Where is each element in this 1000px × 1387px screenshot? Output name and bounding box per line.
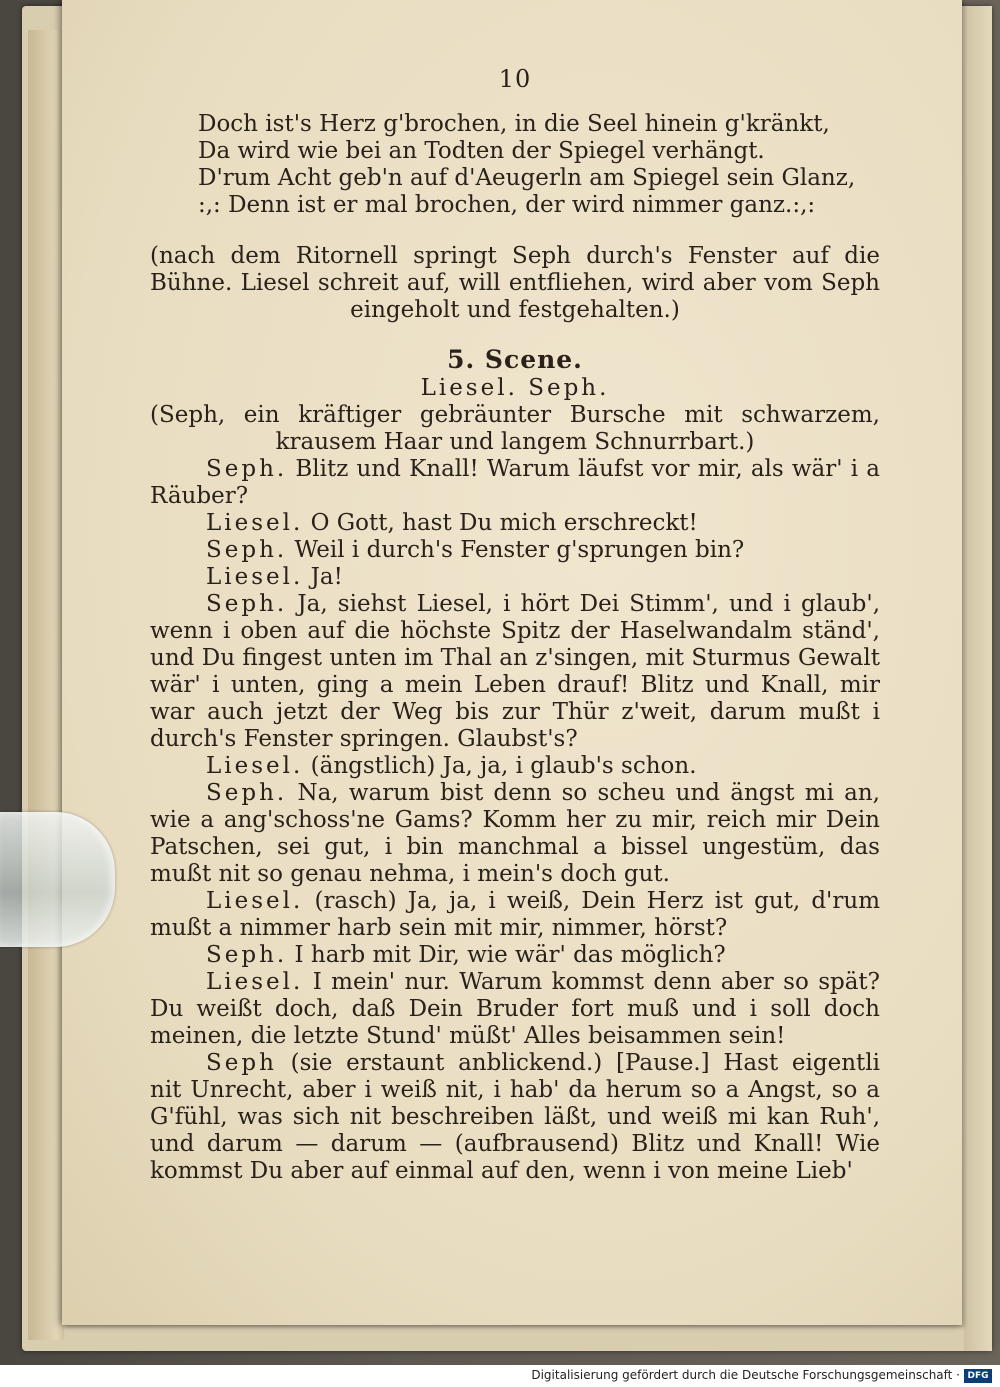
scene-persons: Liesel. Seph. [420, 375, 610, 401]
dialogue-line [150, 753, 880, 780]
dialogue-line [150, 591, 880, 753]
dialogue [150, 456, 880, 1185]
speech-text: Blitz und Knall! Warum läufst vor mir, als wär' i a Räuber? [150, 456, 881, 509]
speaker-name: Seph [206, 1050, 277, 1076]
glass-clip [0, 812, 115, 947]
verse-line: Doch ist's Herz g'brochen, in die Seel hinein g'kränkt, [198, 111, 830, 137]
speech-text: (ängstlich) Ja, ja, i glaub's schon. [310, 753, 697, 779]
page-stack-edge [28, 30, 64, 1340]
speaker-name: Seph. [206, 780, 288, 806]
speaker-name: Liesel. [206, 753, 304, 779]
speaker-name: Seph. [206, 537, 288, 563]
dialogue-line [150, 456, 880, 510]
speaker-name: Seph. [206, 591, 288, 617]
footer-bar [0, 1365, 1000, 1387]
dfg-logo: DFG [964, 1369, 992, 1383]
dialogue-line [150, 564, 880, 591]
scene-heading: 5. Scene. [447, 345, 583, 374]
speech-text: I harb mit Dir, wie wär' das möglich? [294, 942, 726, 968]
verse-line: :,: Denn ist er mal brochen, der wird nimmer ganz.:,: [198, 192, 816, 218]
speaker-name: Liesel. [206, 510, 304, 536]
funding-notice: Digitalisierung gefördert durch die Deutsche Forschungsgemeinschaft · [531, 1368, 960, 1382]
speaker-name: Seph. [206, 942, 288, 968]
verse-block [150, 111, 880, 219]
stage-direction: (nach dem Ritornell springt Seph durch's Fenster auf die Bühne. Liesel schreit auf, will entfliehen, wird aber vom Seph eingeholt und festgehalten.) [150, 243, 880, 323]
speaker-name: Liesel. [206, 888, 304, 914]
speech-text: Ja, siehst Liesel, i hört Dei Stimm', und i glaub', wenn i oben auf die höchste Spitz der Haselwandalm ständ', und Du fingest unten im Thal an z'singen, mit Sturmus Gewalt wär' i unten, ging a mein Leben drauf! Blitz und Knall, mir war auch jetzt der Weg bis zur Thür z'weit, darum mußt i durch's Fenster springen. Glaubst's? [150, 591, 880, 752]
speech-text: O Gott, hast Du mich erschreckt! [310, 510, 698, 536]
speech-text: (rasch) Ja, ja, i weiß, Dein Herz ist gut, d'rum mußt a nimmer harb sein mit mir, nimmer, hörst? [150, 888, 880, 941]
dialogue-line [150, 969, 880, 1050]
speaker-name: Liesel. [206, 564, 304, 590]
verse-line: D'rum Acht geb'n auf d'Aeugerln am Spiegel sein Glanz, [198, 165, 856, 191]
character-description: (Seph, ein kräftiger gebräunter Bursche mit schwarzem, krausem Haar und langem Schnurrbart.) [150, 402, 880, 455]
speech-text: (sie erstaunt anblickend.) [Pause.] Hast eigentli nit Unrecht, aber i weiß nit, i hab' da herum so a Angst, so a G'fühl, was sich nit beschreiben läßt, und weiß mi kan Ruh', und darum — darum — (aufbrausend) Blitz und Knall! Wie kommst Du aber auf einmal auf den, wenn i von meine Lieb' [150, 1050, 880, 1184]
dialogue-line [150, 510, 880, 537]
verse-line: Da wird wie bei an Todten der Spiegel verhängt. [198, 138, 765, 164]
speaker-name: Seph. [206, 456, 288, 482]
page-number: 10 [498, 65, 532, 93]
dialogue-line [150, 888, 880, 942]
dialogue-line [150, 780, 880, 888]
speaker-name: Liesel. [206, 969, 304, 995]
speech-text: Ja! [310, 564, 343, 590]
speech-text: Weil i durch's Fenster g'sprungen bin? [294, 537, 745, 563]
speech-text: I mein' nur. Warum kommst denn aber so spät? Du weißt doch, daß Dein Bruder fort muß und i soll doch meinen, die letzte Stund' müßt' Alles beisammen sein! [150, 969, 881, 1049]
dialogue-line [150, 537, 880, 564]
speech-text: Na, warum bist denn so scheu und ängst mi an, wie a ang'schoss'ne Gams? Komm her zu mir, reich mir Dein Patschen, sei gut, i bin manchmal a bissel ungestüm, das mußt nit so genau nehma, i mein's doch gut. [150, 780, 880, 887]
page-text [150, 66, 880, 1185]
back-page-edge [964, 6, 992, 1351]
dialogue-line [150, 1050, 880, 1185]
dialogue-line [150, 942, 880, 969]
